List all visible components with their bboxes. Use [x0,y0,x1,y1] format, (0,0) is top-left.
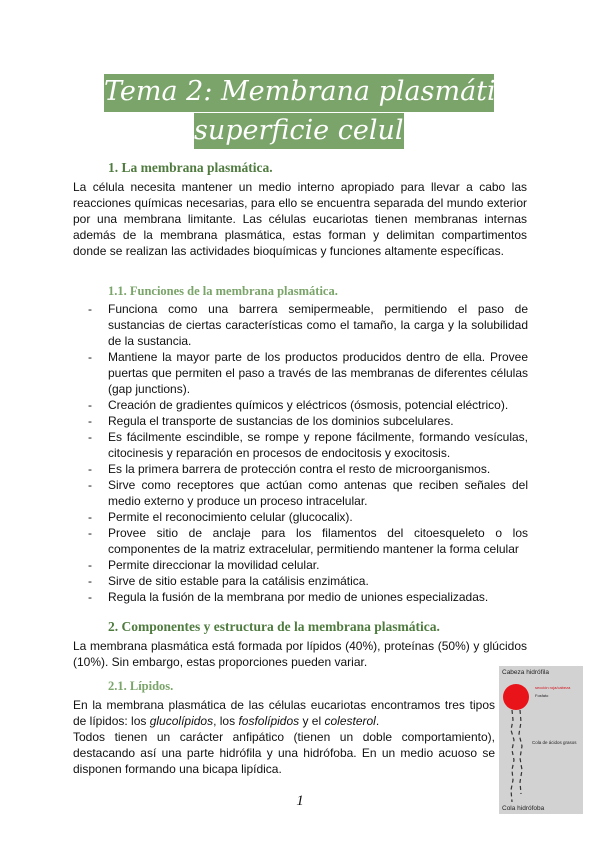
list-item [88,509,528,525]
list-item [88,557,528,573]
lipids-paragraph-1 [73,697,495,729]
list-item-text: Regula el transporte de sustancias de los dominios subcelulares. [108,414,454,428]
list-item-text: Es fácilmente escindible, se rompe y repone fácilmente, formando vesículas, citocinesis y reparación en procesos de endocitosis y exocitosis. [108,430,528,460]
dash-marker: - [88,478,92,492]
dash-marker: - [88,302,92,316]
title-line-2: superficie celular [194,113,404,149]
list-item-text: Permite el reconocimiento celular (glucocalix). [108,510,353,524]
lipids-text-end: . [375,714,380,728]
section-1-paragraph: La célula necesita mantener un medio interno apropiado para llevar a cabo las reacciones químicas necesarias, para ello se encuentra separada del mundo exterior por una membrana limitante. Las células eucariotas tienen membranas internas además de la membrana plasmática, estas forman y delimitan compartimentos donde se realizan las actividades bioquímicas y funciones altamente específicas. [73,180,527,258]
dash-marker: - [88,414,92,428]
term-colesterol: colesterol [324,714,376,728]
list-item-text: Regula la fusión de la membrana por medio de uniones especializadas. [108,590,489,604]
lipids-text-start: En la membrana plasmática de las células eucariotas encontramos tres tipos de lípidos: los [73,698,495,728]
dash-marker: - [88,430,92,444]
section-2-paragraph: La membrana plasmática está formada por lípidos (40%), proteínas (50%) y glúcidos (10%). Sin embargo, estas proporciones pueden variar. [73,639,527,669]
label-red: sección roja/cabeza [535,685,571,690]
label-phosphate: Fosfato [535,693,549,698]
section-1-1-heading: 1.1. Funciones de la membrana plasmática. [108,284,338,298]
list-item [88,573,528,589]
term-glucolipidos: glucolípidos [149,714,214,728]
term-fosfolipidos: fosfolípidos [238,714,300,728]
phospholipid-diagram [499,666,583,814]
list-item [88,349,528,397]
list-item [88,525,528,557]
section-2-1-heading: 2.1. Lípidos. [108,679,174,693]
list-item-text: Permite direccionar la movilidad celular. [108,558,320,572]
label-bottom: Cola hidrófoba [502,805,545,812]
dash-marker: - [88,590,92,604]
title-line-1: Tema 2: Membrana plasmática y [104,74,494,112]
page-number: 1 [296,793,304,809]
dash-marker: - [88,398,92,412]
functions-list [88,301,528,605]
dash-marker: - [88,558,92,572]
list-item [88,477,528,509]
dash-marker: - [88,526,92,540]
list-item-text: Sirve de sitio estable para la catálisis enzimática. [108,574,369,588]
list-item-text: Es la primera barrera de protección contra el resto de microorganismos. [108,462,491,476]
list-item-text: Mantiene la mayor parte de los productos producidos dentro de ella. Provee puertas que permiten el paso a través de las membranas de diferentes células (gap junctions). [108,350,528,396]
lipids-paragraph-2: Todos tienen un carácter anfipático (tienen un doble comportamiento), destacando así una parte hidrófila y una hidrófoba. En un medio acuoso se disponen formando una bicapa lipídica. [73,730,495,776]
list-item [88,589,528,605]
dash-marker: - [88,350,92,364]
list-item [88,429,528,461]
fatty-acid-tail-left [511,710,514,802]
list-item [88,397,528,413]
list-item-text: Sirve como receptores que actúan como antenas que reciben señales del medio externo y produce un proceso intracelular. [108,478,528,508]
list-item [88,301,528,349]
dash-marker: - [88,462,92,476]
list-item-text: Creación de gradientes químicos y eléctricos (ósmosis, potencial eléctrico). [108,398,509,412]
list-item-text: Funciona como una barrera semipermeable, permitiendo el paso de sustancias de ciertas características como el tamaño, la carga y la solubilidad de la sustancia. [108,302,528,348]
separator-1: , los [213,714,239,728]
separator-2: y el [299,714,325,728]
fatty-acid-tail-right [519,710,522,794]
dash-marker: - [88,574,92,588]
section-1-heading: 1. La membrana plasmática. [108,160,273,175]
label-tails: Cola de ácidos grasos [532,740,577,745]
list-item [88,413,528,429]
list-item-text: Provee sitio de anclaje para los filamentos del citoesqueleto o los componentes de la matriz extracelular, permitiendo mantener la forma celular [108,526,528,556]
hydrophilic-head-circle [503,684,529,710]
label-head: Cabeza hidrófila [502,669,549,676]
list-item [88,461,528,477]
dash-marker: - [88,510,92,524]
section-2-heading: 2. Componentes y estructura de la membrana plasmática. [108,619,440,634]
phospholipid-figure [499,666,583,814]
